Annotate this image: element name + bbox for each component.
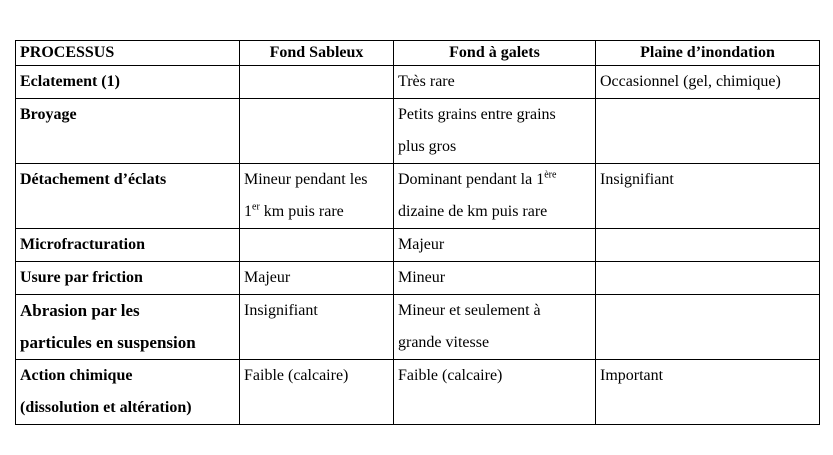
cell-fond-galets: [394, 229, 596, 262]
cell-processus: [16, 99, 240, 164]
processes-table: [15, 40, 820, 425]
cell-line: grande vitesse: [398, 334, 490, 351]
cell-processus: [16, 295, 240, 360]
table-row: [16, 99, 820, 164]
cell-fond-sableux: [240, 295, 394, 360]
cell-line: Majeur: [244, 269, 291, 286]
cell-line: Majeur: [398, 236, 445, 253]
cell-plaine-inondation: [596, 295, 820, 360]
header-fond-sableux: Fond Sableux: [240, 41, 394, 66]
cell-line: [398, 164, 591, 196]
cell-line: Occasionnel (gel, chimique): [600, 73, 781, 90]
table-body: [16, 66, 820, 425]
cell-line: Microfracturation: [20, 236, 145, 253]
cell-superscript: er: [252, 201, 260, 213]
cell-text: 1: [244, 203, 252, 220]
cell-line: Eclatement (1): [20, 73, 120, 90]
cell-line: (dissolution et altération): [20, 399, 192, 416]
header-fond-galets: Fond à galets: [394, 41, 596, 66]
cell-fond-sableux: [240, 262, 394, 295]
cell-line: [244, 164, 389, 196]
header-row: [16, 41, 820, 66]
cell-plaine-inondation: [596, 66, 820, 99]
cell-line: Mineur et seulement à: [398, 302, 541, 319]
cell-line: Usure par friction: [20, 269, 143, 286]
cell-line: Détachement d’éclats: [20, 171, 167, 188]
cell-line: Insignifiant: [600, 171, 674, 188]
table-row: [16, 66, 820, 99]
cell-line: Action chimique: [20, 367, 133, 384]
cell-line: [244, 196, 389, 228]
cell-line: Important: [600, 367, 664, 384]
cell-fond-sableux: [240, 99, 394, 164]
table-row: [16, 229, 820, 262]
cell-fond-sableux: [240, 66, 394, 99]
cell-plaine-inondation: [596, 99, 820, 164]
cell-line: Faible (calcaire): [398, 367, 503, 384]
table-row: [16, 295, 820, 360]
table-row: [16, 360, 820, 425]
cell-text: dizaine de km puis rare: [398, 203, 548, 220]
cell-fond-sableux: [240, 360, 394, 425]
cell-line: Faible (calcaire): [244, 367, 349, 384]
cell-plaine-inondation: [596, 360, 820, 425]
header-plaine-inondation: Plaine d’inondation: [596, 41, 820, 66]
cell-text: Mineur pendant les: [244, 171, 368, 188]
cell-line: Très rare: [398, 73, 455, 90]
cell-line: Insignifiant: [244, 302, 318, 319]
cell-processus: [16, 360, 240, 425]
cell-line: Mineur: [398, 269, 446, 286]
cell-processus: [16, 262, 240, 295]
cell-text: km puis rare: [259, 203, 344, 220]
cell-line: particules en suspension: [20, 333, 196, 352]
cell-plaine-inondation: [596, 262, 820, 295]
cell-fond-sableux: [240, 164, 394, 229]
cell-line: [398, 196, 591, 228]
cell-plaine-inondation: [596, 164, 820, 229]
cell-superscript: ère: [544, 169, 557, 181]
cell-fond-sableux: [240, 229, 394, 262]
cell-line: plus gros: [398, 138, 457, 155]
table-row: [16, 262, 820, 295]
cell-text: Dominant pendant la 1: [398, 171, 545, 188]
cell-processus: [16, 164, 240, 229]
cell-fond-galets: [394, 164, 596, 229]
cell-fond-galets: [394, 66, 596, 99]
cell-plaine-inondation: [596, 229, 820, 262]
cell-fond-galets: [394, 262, 596, 295]
cell-line: Broyage: [20, 106, 77, 123]
cell-fond-galets: [394, 295, 596, 360]
header-processus: PROCESSUS: [16, 41, 240, 66]
cell-line: Petits grains entre grains: [398, 106, 556, 123]
table-row: [16, 164, 820, 229]
cell-line: Abrasion par les: [20, 301, 140, 320]
cell-processus: [16, 66, 240, 99]
cell-processus: [16, 229, 240, 262]
cell-fond-galets: [394, 99, 596, 164]
cell-fond-galets: [394, 360, 596, 425]
